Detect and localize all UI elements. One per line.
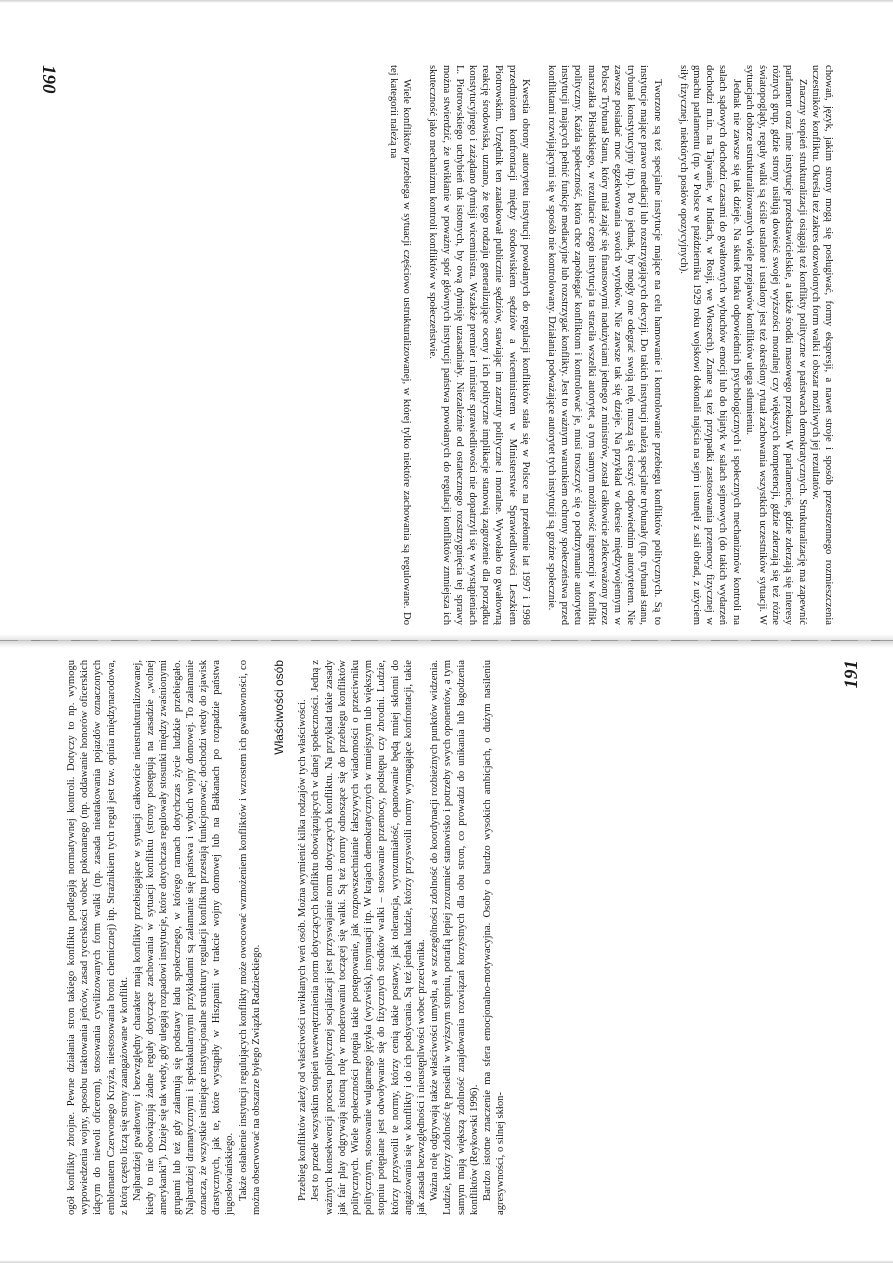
paragraph: Ważna rolę odgrywają także właściwości umysłu, a w szczególności zdolność do koordynacji rozbieżnych punktów widzenia. Ludzie, którzy zdolność tę posiedli w wyższym stopniu, potrafią lepiej zrozumieć stanowisko i potrzeby swych oponentów, a tym samym mają większą zdolność znajdowania rozwiązań korzystnych dla obu stron, co prowadzi do unikania lub łagodzenia konfliktów (Reykowski 1996). xyxy=(429,660,480,1215)
paragraph: Wiele konfliktów przebiega w sytuacji częściowo ustrukturalizowanej, w której tylko niektóre zachowania są regulowane. Do tej kategorii należą na xyxy=(387,65,413,625)
page-number: 191 xyxy=(841,660,862,689)
book-page-190 xyxy=(38,65,835,625)
paragraph: Jednak nie zawsze się tak dzieje. Na skutek braku odpowiednich psychologicznych i społecznych mechanizmów kontroli na salach sądowych dochodzi czasami do gwałtownych wybuchów emocji lub do bijatyk w salach sejmowych (do takich wydarzeń dochodzi m.in. na Tajwanie, w Indiach, w Rosji, we Włoszech). Znane są też przypadki zastosowania przemocy fizycznej w gmachu parlamentu (np. w Polsce w październiku 1929 roku wojskowi dokonali najścia na sejm i usunęli z sali obrad, z użyciem siły fizycznej, niektórych posłów opozycyjnych). xyxy=(677,65,742,625)
paragraph: Tworzone są też specjalne instytucje mające na celu hamowanie i kontrolowanie przebiegu konfliktów politycznych. Są to instytucje mające prawo mediacji lub rozstrzygających decyzji. Do takich instytucji należą specjalne trybunały (np. trybunał stanu, trybunał konstytucyjny itp.). Po to jednak, by mogły one odegrać swoją rolę, muszą się cieszyć odpowiednim autorytetem. Nie zawsze posiadać moc egzekwowania swoich wyroków. Nie zawsze tak się dzieje. Na przykład w okresie międzywojennym w Polsce Trybunał Stanu, który miał zająć się finansowymi nadużyciami jednego z ministrów, został całkowicie zlekceważony przez marszałka Piłsudskiego, w rezultacie czego instytucja ta straciła wszelki autorytet, a tym samym możliwość ingerencji w konflikt polityczny. Każda społeczność, która chce zapobiegać konfliktom i kontrolować je, musi troszczyć się o podtrzymanie autorytetu instytucji mających pełnić funkcje mediacyjne lub rozstrzygać konflikty. Jest to ważnym warunkiem ochrony społeczeństwa przed konfliktami rozwijającymi się w sposób nie kontrolowany. Działania podważające autorytet tych instytucji są groźne społecznie. xyxy=(545,65,663,625)
paragraph: Także osłabienie instytucji regulujących konflikty może owocować wzmożeniem konfliktów i wzrostem ich gwałtowności, co można obserwować na obszarze byłego Związku Radzieckiego. xyxy=(237,660,262,1215)
page-190-body xyxy=(387,65,835,625)
book-page-191 xyxy=(65,660,862,1215)
page-number: 190 xyxy=(38,65,59,94)
paragraph: chowań, język, jakim strony mogą się posługiwać, formy ekspresji, a nawet stroje i sposób przestrzennego rozmieszczenia uczestników konfliktu. Określa też zakres dozwolonych form walki i obszar możliwych jej rezultatów. xyxy=(809,65,834,625)
paragraph: Najbardziej gwałtowny i bezwzględny charakter mają konflikty przebiegające w sytuacji całkowicie nieustrukturalizowanej, kiedy to nie obowiązują żadne reguły dotyczące zachowania w sytuacji konfliktu (strony postępują na zasadzie „wolnej amerykanki”). Dzieje się tak wtedy, gdy ulegają rozpadowi instytucje, które dotychczas regulowały stosunki między zwaśnionymi grupami lub też gdy załamują się podstawy ładu społecznego, w którego ramach dotychczas życie ludzkie przebiegało. Najbardziej dramatycznymi i spektakularnymi przykładami są załamanie się państwa i wybuch wojny domowej. To załamanie oznacza, że wszystkie istniejące instytucjonalne struktury regulacji konfliktu przestają funkcjonować; dochodzi wtedy do zjawisk drastycznych, jak te, które wystąpiły w Hiszpanii w trakcie wojny domowej lub na Bałkanach po rozpadzie państwa jugosłowiańskiego. xyxy=(132,660,236,1215)
paragraph: Znaczny stopień strukturalizacji osiągają też konflikty polityczne w państwach demokratycznych. Strukturalizację ma zapewnić parlament oraz inne instytucje przedstawicielskie, a także środki masowego przekazu. W parlamencie, gdzie zderzają się interesy różnych grup, gdzie strony usiłują dowieść swojej wyższości moralnej czy większych kompetencji, gdzie zderzają się też różne światopoglądy, reguły walki są ściśle ustalone i ustalony jest też określony rytuał zachowania wszystkich uczestników sytuacji. W sytuacjach dobrze ustrukturalizowanych wiele przejawów konfliktów ulega stłumieniu. xyxy=(743,65,808,625)
paragraph: Bardzo istotne znaczenie ma sfera emocjonalno-motywacyjna. Osoby o bardzo wysokich ambicjach, o dużym nasileniu agresywności, o silnej skłon- xyxy=(482,660,507,1215)
paragraph: ogół konflikty zbrojne. Pewne działania stron takiego konfliktu podlegają normatywnej kontroli. Dotyczy to np. wymogu wypowiedzenia wojny, sposobu traktowania jeńców, zasad rycerskości wobec pokonanego (np. oddawanie honorów oficerskich idącym do niewoli oficerom), stosowania cywilizowanych form walki (np. zasada nieatakowania pojazdów oznaczonych emblematem Czerwonego Krzyża, niestosowania broni chemicznej) itp. Straźnikiem tych reguł jest tzw. opinia międzynarodowa, z którą często liczą się strony zaangażowane w konflikt. xyxy=(66,660,130,1215)
paragraph: Jest to przede wszystkim stopień uwewnętrznienia norm dotyczących konfliktu obowiązujących w danej społeczności. Jedną z ważnych konsekwencji procesu politycznej socjalizacji jest przyswajanie norm dotyczących konfliktu. Na przykład takie zasady jak fair play odgrywają istotną rolę w moderowaniu toczącej się walki. Są też normy odnoszące się do przebiegu konfliktów politycznych. Wiele społeczności potępia takie postępowanie, jak rozpowszechnianie fałszywych wiadomości o przeciwniku politycznym, stosowanie wulgarnego języka (wyzwisk), insynuacji itp. W krajach demokratycznych w mniejszym lub większym stopniu potępiane jest odwoływanie się do fizycznych środków walki – stosowanie przemocy, podstępu czy zbrodni. Ludzie, którzy przyswoili te normy, którzy cenią takie postawy, jak tolerancja, wyrozumiałość, opanowanie będą mniej skłonni do angażowania się w konflikty i do ich podsycania. Są też jednak ludzie, którzy przyswoili normy wymagające konfrontacji, takie jak zasada bezwzględności i nieustępliwości wobec przeciwnika. xyxy=(310,660,428,1215)
scan-edge-top xyxy=(0,0,893,3)
book-gutter xyxy=(0,634,893,648)
paragraph: Kwestia obrony autorytetu instytucji powołanych do regulacji konfliktów stała się w Polsce na przełomie lat 1997 i 1998 przedmiotem konfrontacji między środowiskiem sędziów a wiceministrem w Ministerstwie Sprawiedliwości Leszkiem Piotrowskim. Urzędnik ten zaatakował publicznie sędziów, stawiając im zarzuty polityczne i moralne. Wywołało to gwałtowną reakcję środowiska, uznano, że tego rodzaju generalizujące oceny i ich polityczne implikacje stanowią zagrożenie dla porządku konstytucyjnego i zażądano dymisji wiceministra. Wszakże premier i minister sprawiedliwości nie dopatrzyli się w wystąpieniach L. Piotrowskiego uchybień tak istotnych, by ową dymisję uzasadniały. Niezależnie od ostatecznego rozstrzygnięcia tej sprawy można stwierdzić, że uwikłanie w poważny spór głównych instytucji państwa powołanych do regulacji konfliktów zmniejsza ich skuteczność jako mechanizmu kontroli konfliktów w społeczeństwie. xyxy=(427,65,531,625)
paragraph: Przebieg konfliktów zależy od właściwości uwikłanych weń osób. Można wymienić kilka rodzajów tych właściwości. xyxy=(297,699,309,1201)
section-heading: Właściwości osób xyxy=(272,660,287,755)
page-191-body xyxy=(65,660,508,1215)
